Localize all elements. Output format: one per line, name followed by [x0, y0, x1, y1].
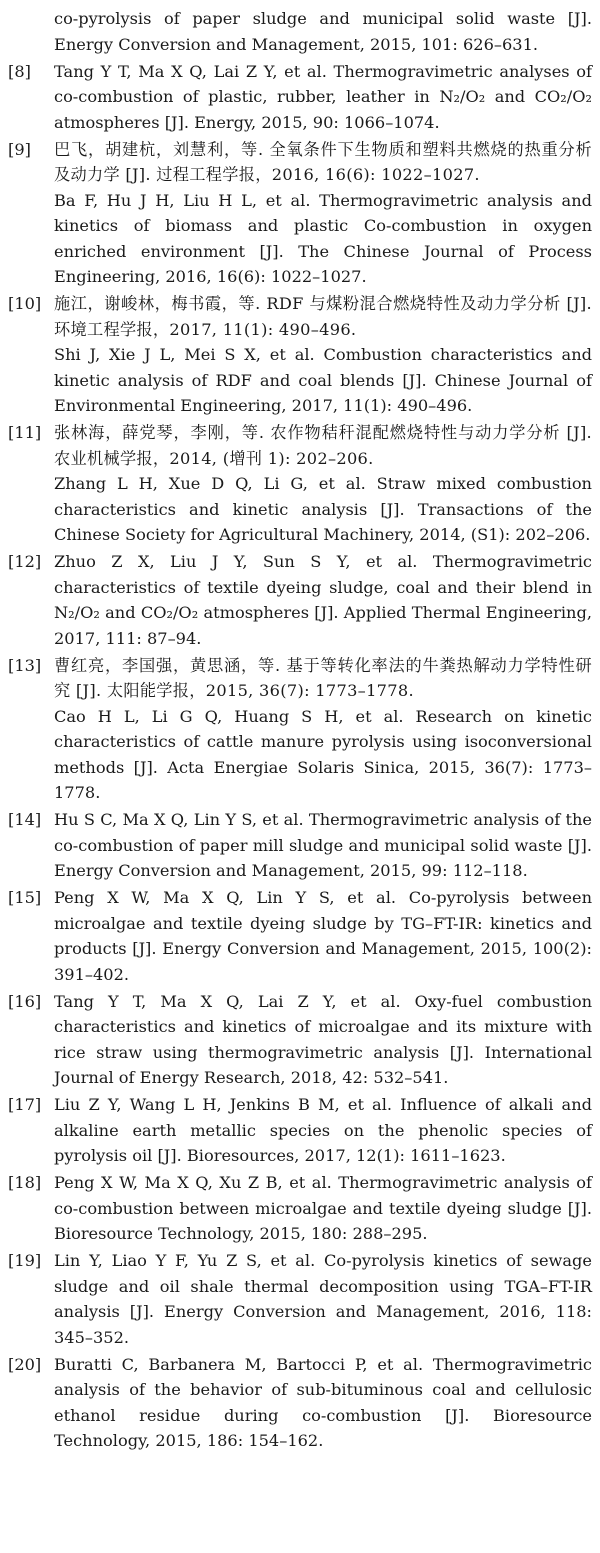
reference-number: [18] [8, 1173, 42, 1192]
reference-entry [8, 549, 592, 651]
reference-text: Buratti C, Barbanera M, Bartocci P, et al. Thermogravimetric analysis of the behavior of sub-bituminous coal and cellulosic ethanol residue during co-combustion [J]. Bioresource Technology, 2015, 186: 154–162. [54, 1354, 592, 1450]
reference-entry [8, 1248, 592, 1350]
reference-number: [9] [8, 139, 31, 159]
reference-number: [19] [8, 1251, 42, 1270]
reference-entry [8, 1352, 592, 1454]
reference-entry [8, 1170, 592, 1247]
reference-text-chinese: 巴飞，胡建杭，刘慧利，等. 全氧条件下生物质和塑料共燃烧的热重分析及动力学 [J]. 过程工程学报，2016, 16(6): 1022–1027. [54, 139, 592, 184]
reference-number: [11] [8, 423, 42, 442]
reference-entry [8, 59, 592, 136]
reference-number: [8] [8, 61, 31, 81]
reference-text: Ba F, Hu J H, Liu H L, et al. Thermogravimetric analysis and kinetics of biomass and plastic Co-combustion in oxygen enriched environment [J]. The Chinese Journal of Process Engineering, 2016, 16(6): 1022–1027. [54, 190, 592, 286]
reference-number: [15] [8, 888, 42, 907]
reference-entry [8, 6, 592, 57]
reference-entry [8, 653, 592, 806]
reference-text: Lin Y, Liao Y F, Yu Z S, et al. Co-pyrolysis kinetics of sewage sludge and oil shale thermal decomposition using TGA–FT-IR analysis [J]. Energy Conversion and Management, 2016, 118: 345–352. [54, 1251, 592, 1347]
reference-entry [8, 1092, 592, 1169]
reference-entry [8, 885, 592, 987]
reference-number: [14] [8, 810, 42, 829]
reference-entry [8, 989, 592, 1091]
reference-number: [20] [8, 1354, 42, 1374]
reference-entry [8, 137, 592, 290]
reference-number: [13] [8, 655, 42, 675]
reference-text: Shi J, Xie J L, Mei S X, et al. Combustion characteristics and kinetic analysis of RDF and coal blends [J]. Chinese Journal of Environmental Engineering, 2017, 11(1): 490–496. [54, 345, 592, 415]
reference-text: co-pyrolysis of paper sludge and municipal solid waste [J]. Energy Conversion and Management, 2015, 101: 626–631. [54, 9, 592, 54]
reference-entry [8, 807, 592, 884]
reference-text-chinese: 张林海，薛党琴，李刚，等. 农作物秸秆混配燃烧特性与动力学分析 [J]. 农业机械学报，2014, (增刊 1): 202–206. [54, 423, 592, 468]
reference-entry [8, 420, 592, 548]
reference-text: Tang Y T, Ma X Q, Lai Z Y, et al. Thermogravimetric analyses of co-combustion of plastic, rubber, leather in N₂/O₂ and CO₂/O₂ atmospheres [J]. Energy, 2015, 90: 1066–1074. [54, 61, 592, 132]
reference-text: Peng X W, Ma X Q, Xu Z B, et al. Thermogravimetric analysis of co-combustion between microalgae and textile dyeing sludge [J]. Bioresource Technology, 2015, 180: 288–295. [54, 1173, 592, 1243]
reference-number: [16] [8, 991, 42, 1011]
reference-text: Hu S C, Ma X Q, Lin Y S, et al. Thermogravimetric analysis of the co-combustion of paper mill sludge and municipal solid waste [J]. Energy Conversion and Management, 2015, 99: 112–118. [54, 810, 592, 880]
reference-text: Zhuo Z X, Liu J Y, Sun S Y, et al. Thermogravimetric characteristics of textile dyeing sludge, coal and their blend in N₂/O₂ and CO₂/O₂ atmospheres [J]. Applied Thermal Engineering, 2017, 111: 87–94. [54, 552, 592, 648]
reference-text: Cao H L, Li G Q, Huang S H, et al. Research on kinetic characteristics of cattle manure pyrolysis using isoconversional methods [J]. Acta Energiae Solaris Sinica, 2015, 36(7): 1773–1778. [54, 706, 592, 802]
reference-entry [8, 291, 592, 419]
reference-text: Tang Y T, Ma X Q, Lai Z Y, et al. Oxy-fuel combustion characteristics and kinetics of microalgae and its mixture with rice straw using thermogravimetric analysis [J]. International Journal of Energy Research, 2018, 42: 532–541. [54, 991, 592, 1087]
reference-text: Liu Z Y, Wang L H, Jenkins B M, et al. Influence of alkali and alkaline earth metallic species on the phenolic species of pyrolysis oil [J]. Bioresources, 2017, 12(1): 1611–1623. [54, 1095, 592, 1165]
reference-list [8, 6, 592, 1454]
reference-text-chinese: 曹红亮，李国强，黄思涵，等. 基于等转化率法的牛粪热解动力学特性研究 [J]. 太阳能学报，2015, 36(7): 1773–1778. [54, 655, 592, 700]
reference-text: Zhang L H, Xue D Q, Li G, et al. Straw mixed combustion characteristics and kinetic analysis [J]. Transactions of the Chinese Society for Agricultural Machinery, 2014, (S1): 202–206. [54, 474, 592, 544]
reference-text: Peng X W, Ma X Q, Lin Y S, et al. Co-pyrolysis between microalgae and textile dyeing sludge by TG–FT-IR: kinetics and products [J]. Energy Conversion and Management, 2015, 100(2): 391–402. [54, 888, 592, 984]
reference-number: [10] [8, 294, 42, 313]
reference-number: [17] [8, 1095, 42, 1114]
reference-text-chinese: 施江，谢峻林，梅书霞，等. RDF 与煤粉混合燃烧特性及动力学分析 [J]. 环境工程学报，2017, 11(1): 490–496. [54, 294, 592, 339]
reference-number: [12] [8, 552, 42, 571]
